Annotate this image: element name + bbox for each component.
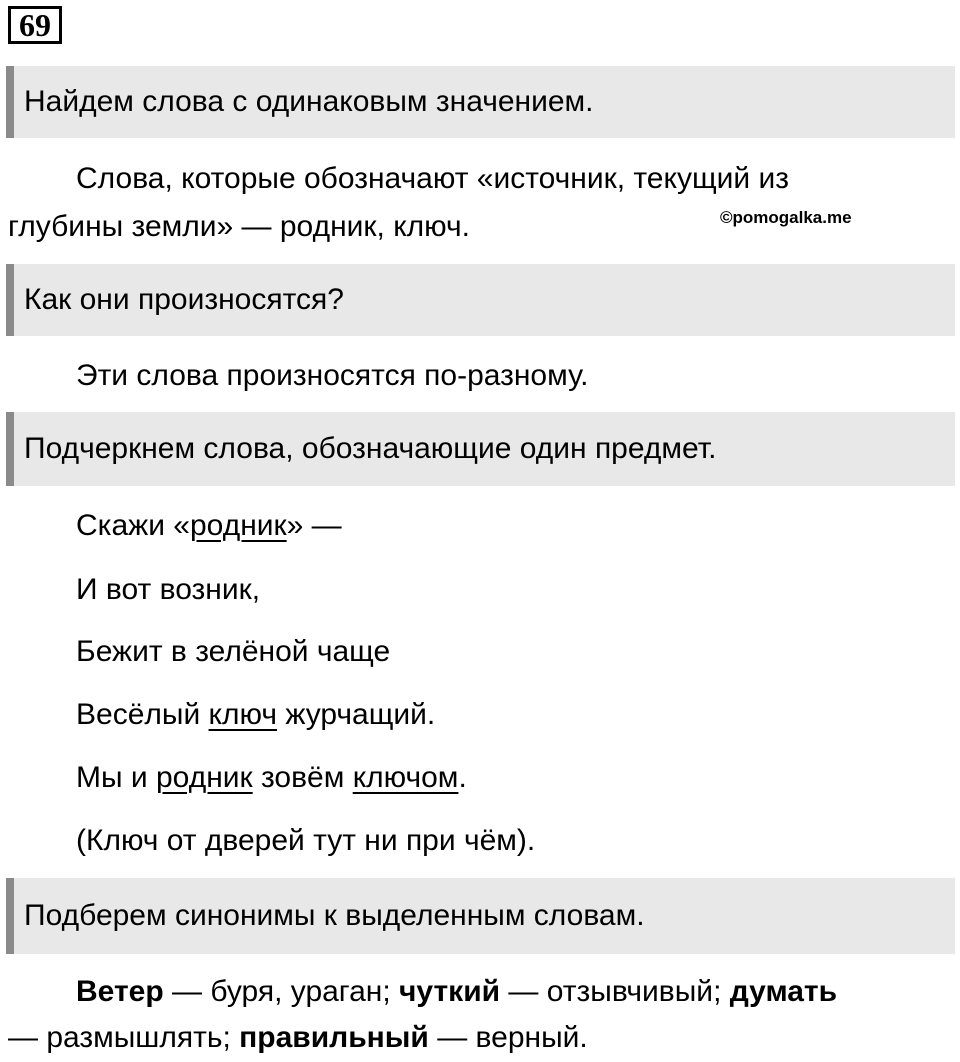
underlined-word-rodnik: родник bbox=[189, 509, 287, 542]
bold-word-pravilnyy: правильный bbox=[239, 1021, 429, 1054]
poem-line-1 bbox=[76, 508, 342, 544]
bold-word-dumat: думать bbox=[729, 975, 838, 1008]
section-heading-2-text: Как они произносятся? bbox=[24, 283, 344, 316]
task-number: 69 bbox=[8, 6, 62, 44]
underlined-word-rodnik-2: родник bbox=[155, 761, 253, 794]
section-heading-1-text: Найдем слова с одинаковым значением. bbox=[24, 85, 594, 118]
poem-line-5-mid: зовём bbox=[252, 761, 353, 794]
section-heading-3-text: Подчеркнем слова, обозначающие один предмет. bbox=[24, 432, 717, 465]
synonym-4: — верный. bbox=[428, 1021, 588, 1054]
synonyms-line-2 bbox=[8, 1020, 588, 1056]
poem-line-5 bbox=[76, 760, 467, 796]
synonym-3: — размышлять; bbox=[8, 1021, 240, 1054]
synonym-2: — отзывчивый; bbox=[500, 975, 730, 1008]
section-heading-4 bbox=[6, 878, 955, 954]
synonym-1: — буря, ураган; bbox=[163, 975, 400, 1008]
watermark: ©pomogalka.me bbox=[720, 208, 852, 227]
answer-1-line-2: глубины земли» — родник, ключ. bbox=[8, 210, 470, 243]
section-heading-4-text: Подберем синонимы к выделенным словам. bbox=[24, 899, 645, 932]
poem-line-4-pre: Весёлый bbox=[76, 698, 209, 731]
poem-line-3: Бежит в зелёной чаще bbox=[76, 635, 391, 668]
poem-line-1-pre: Скажи « bbox=[76, 509, 190, 542]
poem-line-5-post: . bbox=[458, 761, 467, 794]
section-heading-1 bbox=[6, 66, 955, 138]
poem-line-5-pre: Мы и bbox=[76, 761, 156, 794]
poem-line-6: (Ключ от дверей тут ни при чём). bbox=[76, 824, 536, 857]
underlined-word-klyuch: ключ bbox=[208, 698, 277, 731]
bold-word-veter: Ветер bbox=[76, 975, 164, 1008]
synonyms-line-1 bbox=[76, 974, 837, 1010]
poem-line-4-post: журчащий. bbox=[276, 698, 436, 731]
answer-2: Эти слова произносятся по-разному. bbox=[76, 359, 589, 392]
underlined-word-klyuchom: ключом bbox=[352, 761, 459, 794]
poem-line-1-post: » — bbox=[286, 509, 342, 542]
poem-line-4 bbox=[76, 697, 435, 733]
bold-word-chutkiy: чуткий bbox=[399, 975, 501, 1008]
poem-line-2: И вот возник, bbox=[76, 573, 261, 606]
answer-1-line-1: Слова, которые обозначают «источник, текущий из bbox=[76, 162, 789, 195]
section-heading-3 bbox=[6, 412, 955, 486]
section-heading-2 bbox=[6, 264, 955, 336]
